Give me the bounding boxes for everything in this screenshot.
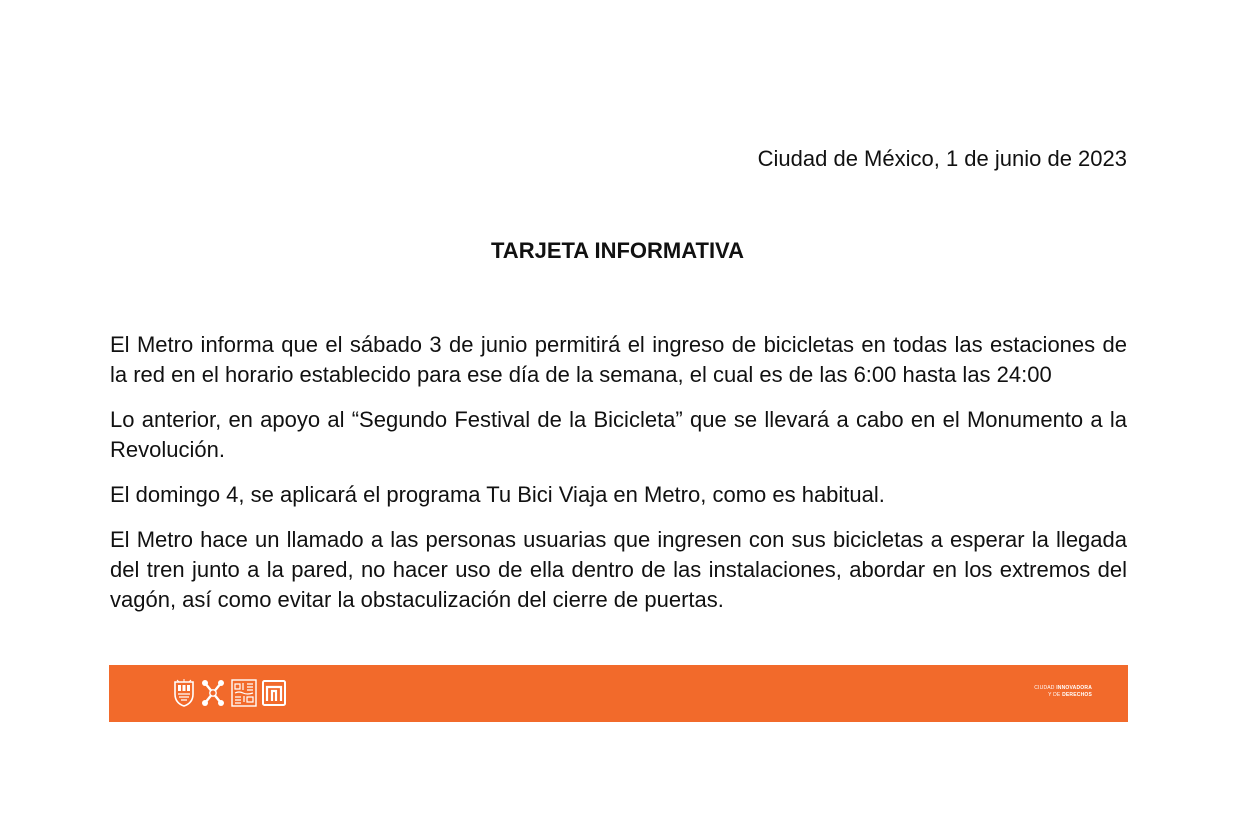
government-pattern-icon (231, 679, 257, 707)
slogan-prefix-2: Y DE (1048, 692, 1061, 698)
cdmx-emblem-icon (200, 678, 226, 708)
slogan-bold-1: INNOVADORA (1056, 685, 1092, 691)
paragraph: Lo anterior, en apoyo al “Segundo Festival de la Bicicleta” que se llevará a cabo en el Monumento a la Revolución. (110, 407, 1127, 462)
slogan-bold-2: DERECHOS (1062, 692, 1092, 698)
paragraph: El Metro hace un llamado a las personas usuarias que ingresen con sus bicicletas a esperar la llegada del tren junto a la pared, no hacer uso de ella dentro de las instalaciones, abordar en los extremos del vagón, así como evitar la obstaculización del cierre de puertas. (110, 527, 1127, 612)
paragraph: El domingo 4, se aplicará el programa Tu Bici Viaja en Metro, como es habitual. (110, 482, 885, 507)
document-body (110, 330, 1127, 630)
footer-logos (173, 678, 286, 708)
cdmx-coat-of-arms-icon (173, 679, 195, 707)
footer-slogan (1034, 685, 1092, 699)
metro-logo-icon (262, 680, 286, 706)
slogan-prefix-1: CIUDAD (1034, 685, 1055, 691)
date-line: Ciudad de México, 1 de junio de 2023 (757, 146, 1127, 171)
footer-banner (109, 665, 1128, 722)
document-title: TARJETA INFORMATIVA (491, 238, 744, 263)
paragraph: El Metro informa que el sábado 3 de junio permitirá el ingreso de bicicletas en todas las estaciones de la red en el horario establecido para ese día de la semana, el cual es de las 6:00 hasta las 24:00 (110, 332, 1127, 387)
